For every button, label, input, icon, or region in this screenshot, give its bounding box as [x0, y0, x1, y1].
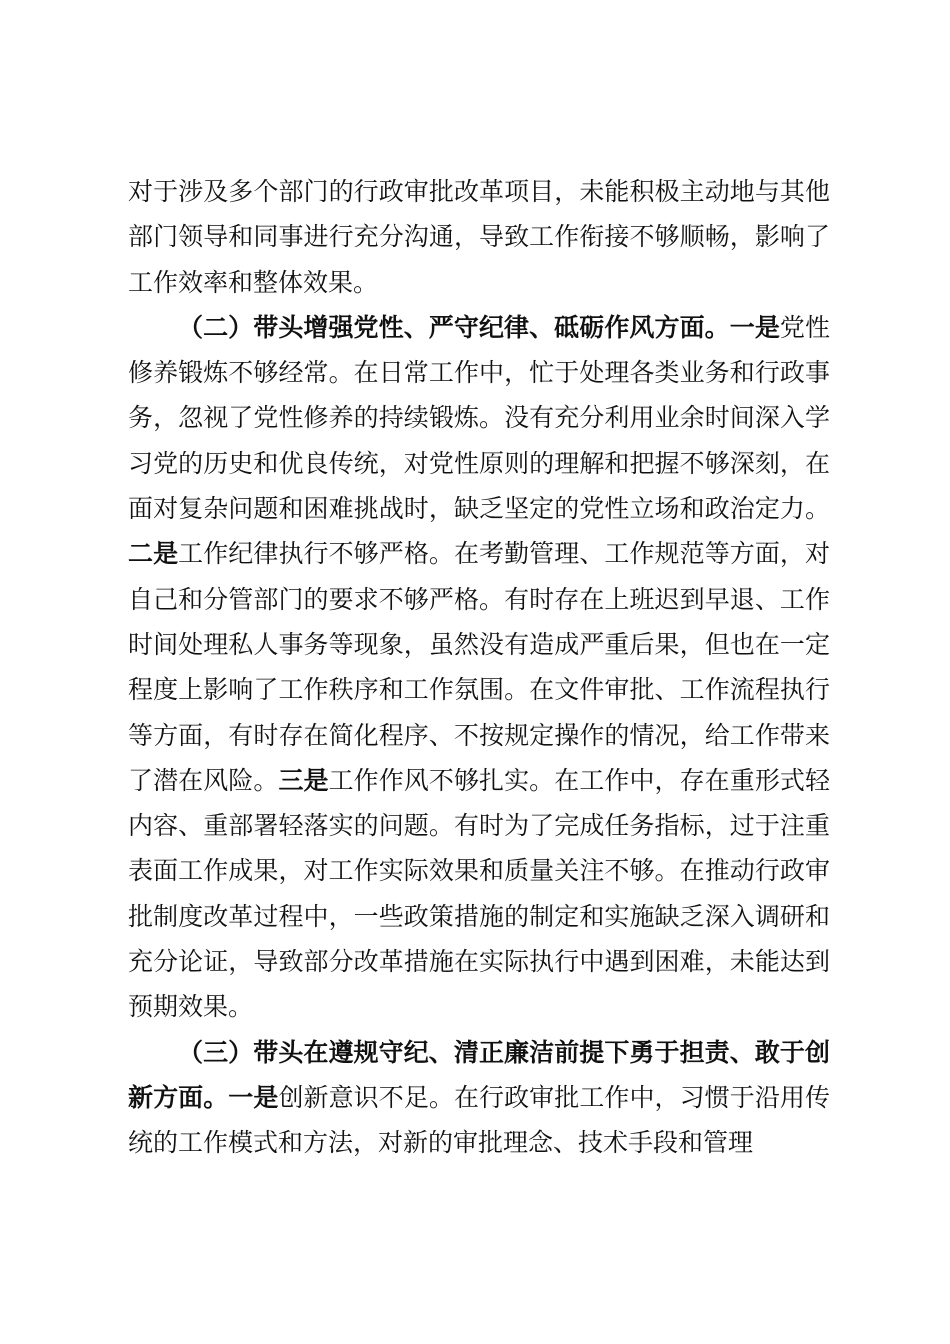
point-marker: 一是	[729, 312, 780, 342]
point-marker: 二是	[128, 539, 179, 569]
paragraph-3	[128, 1030, 830, 1166]
section-heading: （二）带头增强党性、严守纪律、砥砺作风方面。	[178, 312, 730, 342]
section-heading: （三）带头在遵规守纪、清正廉洁前提下勇于担责、敢于创新方面。	[128, 1037, 830, 1112]
document-page	[128, 169, 830, 1166]
body-text: 工作纪律执行不够严格。在考勤管理、工作规范等方面，对自己和分管部门的要求不够严格。有时存在上班迟到早退、工作时间处理私人事务等现象，虽然没有造成严重后果，但也在一定程度上影响了工作秩序和工作氛围。在文件审批、工作流程执行等方面，有时存在简化程序、不按规定操作的情况，给工作带来了潜在风险。	[128, 539, 830, 795]
body-text: 对于涉及多个部门的行政审批改革项目，未能积极主动地与其他部门领导和同事进行充分沟通，导致工作衔接不够顺畅，影响了工作效率和整体效果。	[128, 177, 830, 297]
paragraph-1	[128, 169, 830, 305]
paragraph-2	[128, 305, 830, 1030]
point-marker: 一是	[228, 1082, 279, 1112]
point-marker: 三是	[278, 765, 329, 795]
body-text: 党性修养锻炼不够经常。在日常工作中，忙于处理各类业务和行政事务，忽视了党性修养的持续锻炼。没有充分利用业余时间深入学习党的历史和优良传统，对党性原则的理解和把握不够深刻，在面对复杂问题和困难挑战时，缺乏坚定的党性立场和政治定力。	[128, 312, 830, 524]
body-text: 创新意识不足。在行政审批工作中，习惯于沿用传统的工作模式和方法，对新的审批理念、技术手段和管理	[128, 1082, 830, 1158]
body-text: 工作作风不够扎实。在工作中，存在重形式轻内容、重部署轻落实的问题。有时为了完成任务指标，过于注重表面工作成果，对工作实际效果和质量关注不够。在推动行政审批制度改革过程中，一些政策措施的制定和实施缺乏深入调研和充分论证，导致部分改革措施在实际执行中遇到困难，未能达到预期效果。	[128, 765, 830, 1022]
